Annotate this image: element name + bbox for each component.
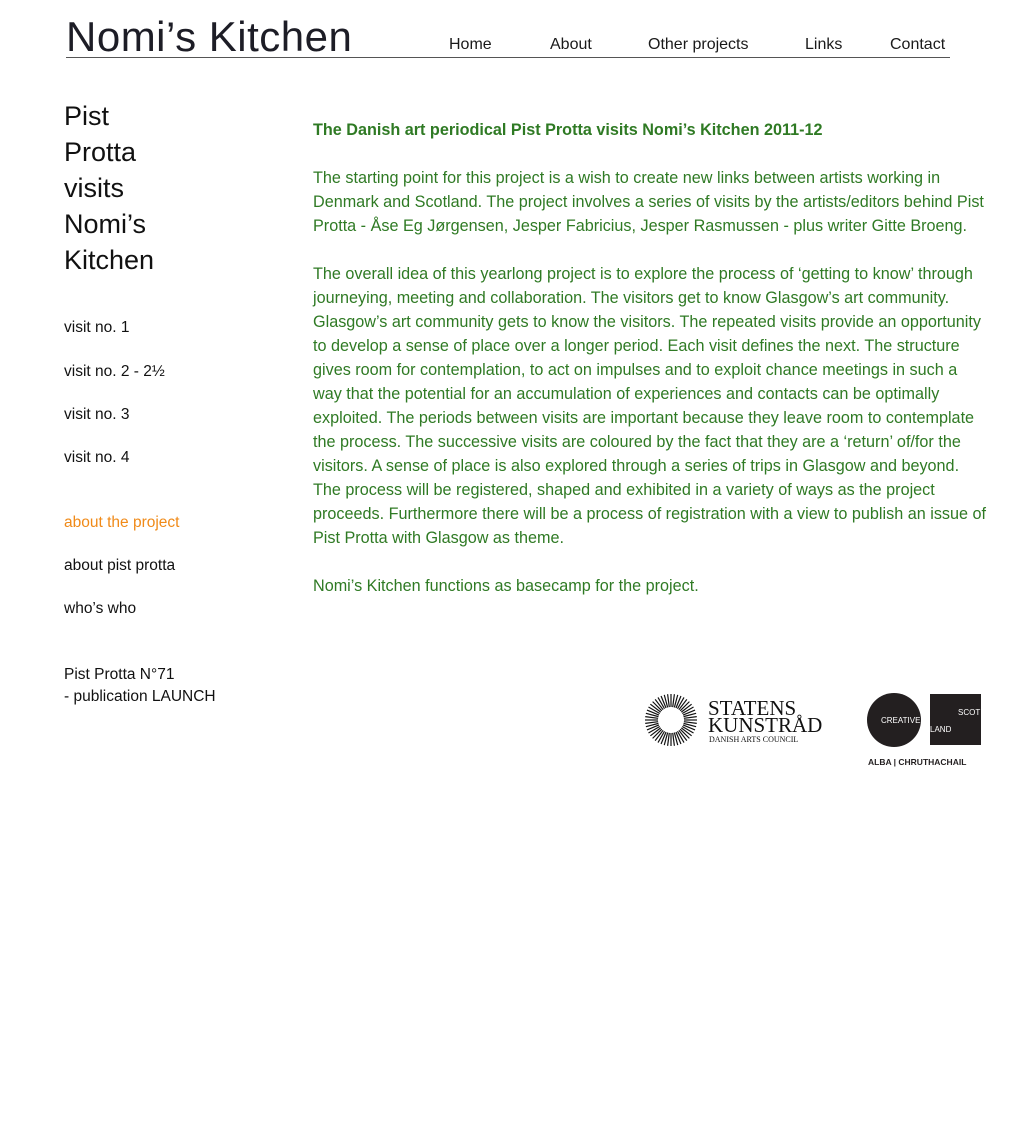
- logo-text-land: LAND: [930, 725, 952, 734]
- main-nav: [0, 35, 1024, 57]
- sunburst-ray: [668, 694, 670, 707]
- sidebar-item-about-project[interactable]: about the project: [64, 514, 180, 531]
- sidebar: [64, 98, 294, 705]
- sunburst-ray: [645, 722, 658, 724]
- sunburst-ray: [673, 694, 675, 707]
- logo-text-danish-arts-council: DANISH ARTS COUNCIL: [709, 735, 799, 744]
- creative-scotland-logo: [866, 692, 984, 768]
- header-divider: [66, 57, 950, 58]
- sunburst-icon: [645, 694, 697, 746]
- sunburst-ray: [684, 717, 697, 719]
- logo-text-alba: ALBA | CHRUTHACHAIL: [868, 757, 967, 767]
- sunburst-ray: [645, 717, 658, 719]
- article-paragraph: Nomi’s Kitchen functions as basecamp for the project.: [313, 577, 699, 595]
- article-paragraph: The starting point for this project is a wish to create new links between artists working in Denmark and Scotland. The project involves a series of visits by the artists/editors behind Pist Protta - Åse Eg Jørgensen, Jesper Fabricius, Jesper Rasmussen - plus writer Gitte Broeng.: [313, 169, 984, 235]
- sidebar-item-visit-2[interactable]: visit no. 2 - 2½: [64, 363, 165, 380]
- sidebar-item-about-pist-protta[interactable]: about pist protta: [64, 557, 176, 574]
- logo-text-creative: CREATIVE: [881, 716, 921, 725]
- publication-line-2: - publication LAUNCH: [64, 688, 216, 705]
- sunburst-ray: [684, 722, 697, 724]
- article-paragraph: The overall idea of this yearlong project is to explore the process of ‘getting to know’ through journeying, meeting and collaboration. The visitors get to know Glasgow’s art community. Glasgow’s art community gets to know the visitors. The repeated visits provide an opportunity to develop a sense of place over a longer period. Each visit defines the next. The structure gives room for contemplation, to act on impulses and to exploit chance meetings in such a way that the potential for an accumulation of experiences and contacts can be optimally exploited. The periods between visits are important because they leave room to contemplate the process. The successive visits are coloured by the fact that they are a ‘return’ of/for the visitors. A sense of place is also explored through a series of trips in Glasgow and beyond. The process will be registered, shaped and exhibited in a variety of ways as the project proceeds. Furthermore there will be a process of registration with a view to publish an issue of Pist Protta with Glasgow as theme.: [313, 265, 987, 547]
- nav-links[interactable]: Links: [805, 36, 843, 53]
- sidebar-item-whos-who[interactable]: who’s who: [64, 600, 137, 617]
- project-title-line: Kitchen: [64, 245, 155, 275]
- sunburst-ray: [673, 733, 675, 746]
- sidebar-item-visit-4[interactable]: visit no. 4: [64, 449, 130, 466]
- project-title-line: Nomi’s: [64, 209, 147, 239]
- nav-home[interactable]: Home: [449, 36, 492, 53]
- sunburst-ray: [668, 733, 670, 746]
- logo-text-statens: STATENS: [708, 696, 797, 720]
- nav-contact[interactable]: Contact: [890, 36, 946, 53]
- logo-text-scot: SCOT: [958, 708, 981, 717]
- main-content: [313, 118, 989, 622]
- project-title-line: Protta: [64, 137, 137, 167]
- project-title-line: visits: [64, 173, 124, 203]
- nav-about[interactable]: About: [550, 36, 592, 53]
- logo-text-kunstrad: KUNSTRÅD: [708, 713, 823, 737]
- logo-square: [930, 694, 981, 745]
- publication-launch-link[interactable]: [64, 664, 216, 708]
- site-title[interactable]: Nomi’s Kitchen: [66, 13, 353, 60]
- sidebar-item-visit-3[interactable]: visit no. 3: [64, 406, 130, 423]
- publication-line-1: Pist Protta N°71: [64, 666, 175, 683]
- article-heading: The Danish art periodical Pist Protta visits Nomi’s Kitchen 2011-12: [313, 121, 823, 139]
- project-title-line: Pist: [64, 101, 110, 131]
- project-title: [64, 98, 184, 278]
- sidebar-item-visit-1[interactable]: visit no. 1: [64, 319, 130, 336]
- nav-other-projects[interactable]: Other projects: [648, 36, 749, 53]
- statens-kunstrad-logo: [644, 690, 834, 750]
